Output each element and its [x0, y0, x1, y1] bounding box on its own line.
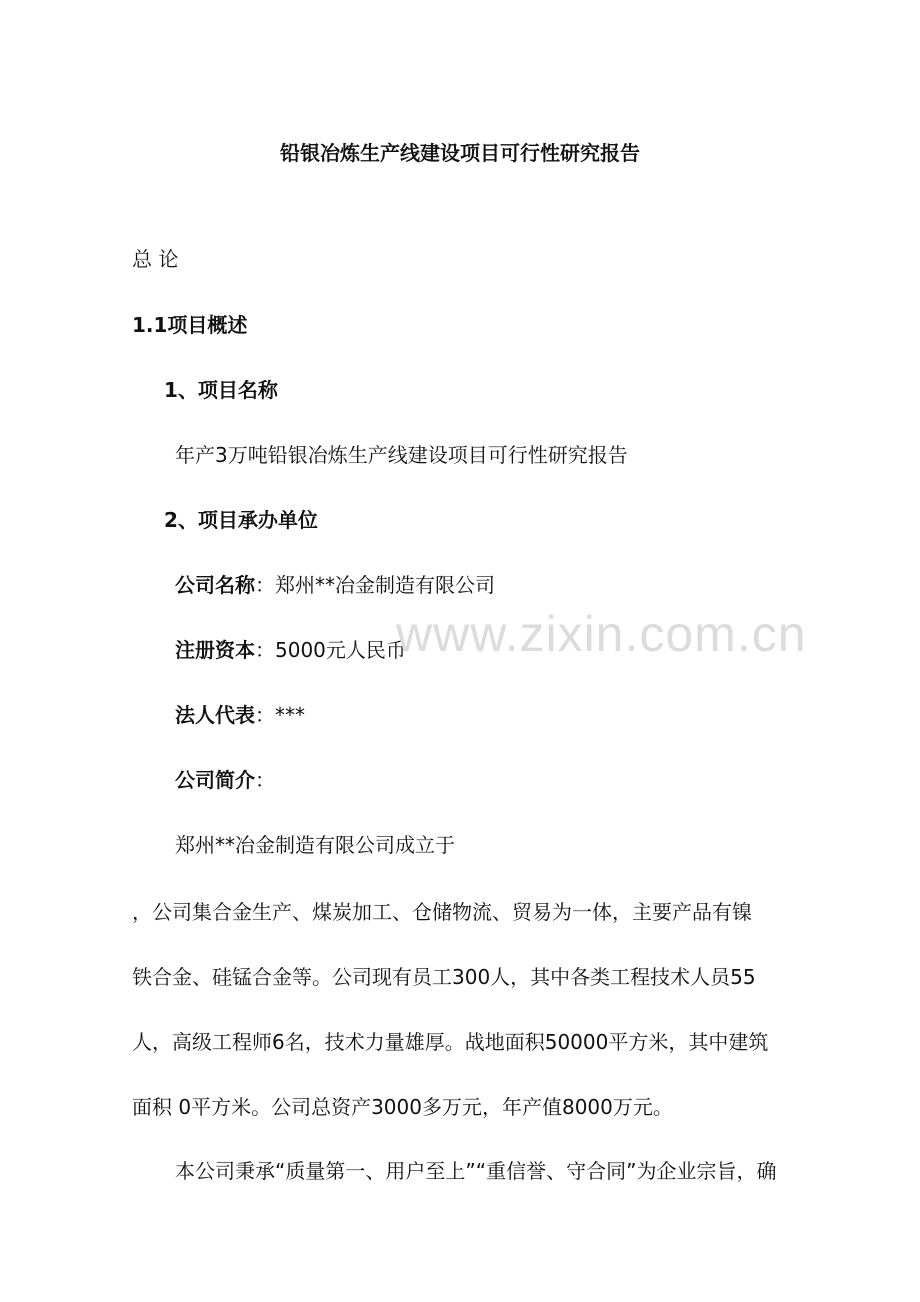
- intro-line: 铁合金、硅锰合金等。公司现有员工300人，其中各类工程技术人员55: [132, 965, 756, 989]
- company-name-label: 公司名称: [175, 573, 255, 597]
- item1-text: 年产3万吨铅银冶炼生产线建设项目可行性研究报告: [175, 443, 628, 467]
- legal-rep-value: ：***: [255, 703, 305, 727]
- last-line: 本公司秉承“质量第一、用户至上”“重信誉、守合同”为企业宗旨，确: [175, 1159, 777, 1183]
- intro-line: ，公司集合金生产、煤炭加工、仓储物流、贸易为一体，主要产品有镍: [132, 900, 752, 924]
- registered-capital-row: [175, 637, 406, 663]
- registered-capital-label: 注册资本: [175, 638, 255, 662]
- company-name-value: ：郑州**冶金制造有限公司: [255, 573, 495, 597]
- company-intro-row: [175, 767, 275, 793]
- document-title: 铅银冶炼生产线建设项目可行性研究报告: [280, 141, 640, 165]
- section-heading: 总 论: [132, 247, 179, 271]
- registered-capital-value: ：5000元人民币: [255, 638, 406, 662]
- watermark-text: www.zixin.com.cn: [396, 606, 807, 662]
- intro-paragraph: [132, 880, 837, 1140]
- company-intro-colon: ：: [255, 768, 275, 792]
- item2-heading: 2、项目承办单位: [164, 508, 318, 532]
- subsection-heading: 1.1项目概述: [132, 313, 248, 337]
- legal-rep-label: 法人代表: [175, 703, 255, 727]
- legal-rep-row: [175, 702, 305, 728]
- item1-heading: 1、项目名称: [164, 378, 278, 402]
- intro-line: 人，高级工程师6名，技术力量雄厚。战地面积50000平方米，其中建筑: [132, 1030, 769, 1054]
- company-name-row: [175, 572, 495, 598]
- intro-first-line: 郑州**冶金制造有限公司成立于: [175, 833, 455, 857]
- company-intro-label: 公司简介: [175, 768, 255, 792]
- intro-line: 面积 0平方米。公司总资产3000多万元，年产值8000万元。: [132, 1095, 673, 1119]
